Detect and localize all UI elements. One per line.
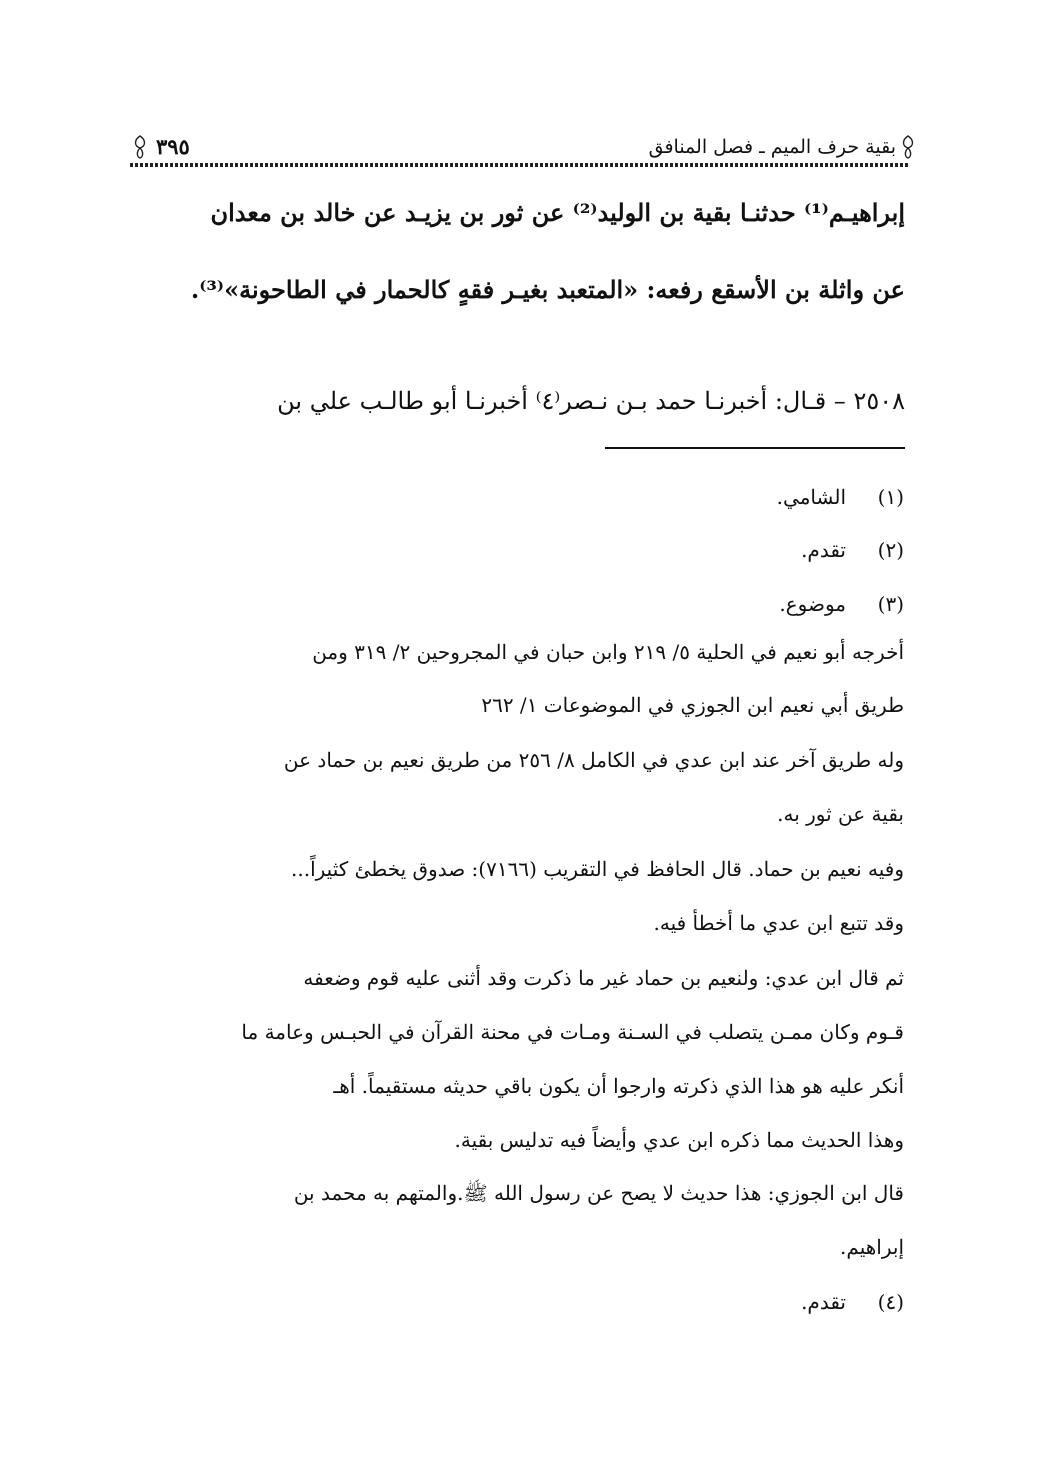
footnote-line: إبراهيم.: [840, 1235, 904, 1259]
footnote-number: (٢): [877, 538, 904, 562]
footnote-text: تقدم.: [801, 538, 846, 562]
footnote-line: قـوم وكان ممـن يتصلب في السـنة ومـات في محنة القرآن في الحبـس وعامة ما: [241, 1020, 904, 1044]
footnote-number: (٣): [877, 592, 904, 616]
footnote-line: أنكر عليه هو هذا الذي ذكرته وارجوا أن يكون باقي حديثه مستقيماً. أهـ: [333, 1074, 904, 1098]
body-line: إبراهيـم⁽¹⁾ حدثنـا بقية بن الوليد⁽²⁾ عن ثور بن يزيـد عن خالد بن معدان: [210, 198, 905, 227]
footnote: [801, 538, 904, 562]
footnote-separator: [605, 447, 905, 449]
footnote-line: بقية عن ثور به.: [777, 802, 904, 826]
footnote-text: تقدم.: [801, 1290, 846, 1314]
running-header: [130, 128, 910, 168]
footnote-line: قال ابن الجوزي: هذا حديث لا يصح عن رسول الله ﷺ.والمتهم به محمد بن: [293, 1181, 904, 1205]
ornament-icon: [898, 134, 918, 160]
footnote-line: وقد تتبع ابن عدي ما أخطأ فيه.: [653, 911, 904, 935]
hadith-line: ٢٥٠٨ – قـال: أخبرنـا حمد بـن نـصر⁽٤⁾ أخبرنـا أبو طالـب علي بن: [277, 387, 905, 415]
footnote-number: (١): [877, 485, 904, 509]
body-line: عن واثلة بن الأسقع رفعه: «المتعبد بغيـر فقهٍ كالحمار في الطاحونة»⁽³⁾.: [190, 275, 905, 304]
footnote: [779, 592, 904, 616]
footnote-number: (٤): [877, 1290, 904, 1314]
footnote-line: أخرجه أبو نعيم في الحلية ٥/ ٢١٩ وابن حبان في المجروحين ٢/ ٣١٩ ومن: [312, 640, 904, 664]
footnote-text: الشامي.: [776, 485, 846, 509]
ornament-icon: [130, 134, 150, 160]
footnote-line: وهذا الحديث مما ذكره ابن عدي وأيضاً فيه تدليس بقية.: [454, 1128, 904, 1152]
footnote-line: طريق أبي نعيم ابن الجوزي في الموضوعات ١/ ٢٦٢: [481, 693, 904, 717]
footnote: [801, 1290, 904, 1314]
footnote-line: ثم قال ابن عدي: ولنعيم بن حماد غير ما ذكرت وقد أثنى عليه قوم وضعفه: [303, 966, 904, 990]
page-number: ٣٩٥: [156, 134, 190, 159]
footnote-line: وله طريق آخر عند ابن عدي في الكامل ٨/ ٢٥٦ من طريق نعيم بن حماد عن: [283, 748, 904, 772]
footnote: [777, 485, 904, 509]
header-rule: [130, 163, 910, 167]
footnote-text: موضوع.: [779, 592, 846, 616]
chapter-title: بقية حرف الميم ـ فصل المنافق: [648, 136, 896, 158]
footnote-line: وفيه نعيم بن حماد. قال الحافظ في التقريب (٧١٦٦): صدوق يخطئ كثيراً...: [291, 857, 904, 881]
